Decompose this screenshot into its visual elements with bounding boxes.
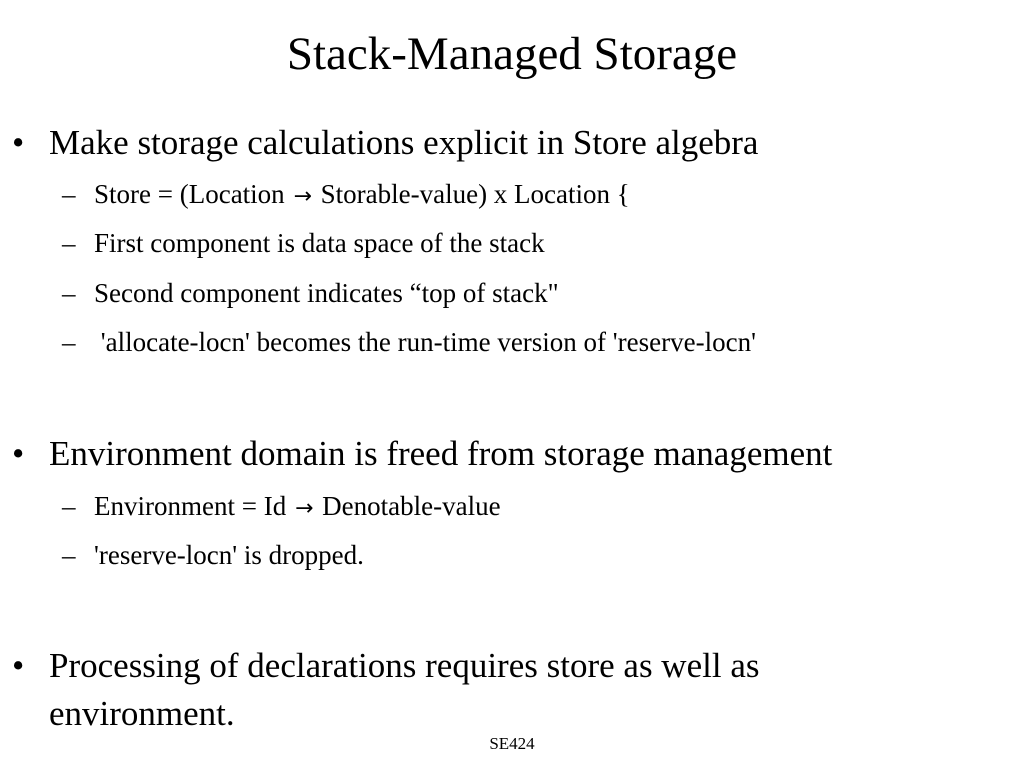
sub-bullet-text: [94, 489, 1024, 526]
bullet-mark: •: [12, 434, 25, 473]
environment-definition-right: Denotable-value: [322, 491, 501, 521]
sub-bullet-text: [94, 177, 1024, 214]
slide-title: Stack-Managed Storage: [286, 28, 738, 80]
sub-bullet-mark: –: [62, 327, 76, 357]
sub-bullet-text: Second component indicates “top of stack": [94, 278, 559, 308]
bullet-text-line-2: environment.: [49, 694, 235, 733]
sub-bullet-text: First component is data space of the stack: [94, 228, 545, 258]
bullet-text: [49, 642, 989, 738]
bullet-text-line-1: Processing of declarations requires store as well as: [49, 646, 760, 685]
bullet-text: Make storage calculations explicit in Store algebra: [49, 123, 759, 162]
sub-bullet-mark: –: [62, 540, 76, 570]
bullet-mark: •: [12, 123, 25, 162]
sub-bullet-mark: –: [62, 278, 76, 308]
store-definition-left: Store = (Location: [94, 179, 285, 209]
sub-bullet-mark: –: [62, 491, 76, 521]
store-definition-right: Storable-value) x Location {: [320, 179, 630, 209]
slide-footer: SE424: [489, 734, 535, 753]
right-arrow-icon: →: [293, 184, 312, 209]
right-arrow-icon: →: [294, 496, 314, 521]
sub-bullet-mark: –: [62, 228, 76, 258]
sub-bullet-mark: –: [62, 179, 76, 209]
environment-definition-left: Environment = Id: [94, 491, 287, 521]
bullet-text: Environment domain is freed from storage management: [49, 434, 833, 473]
sub-bullet-text: 'reserve-locn' is dropped.: [94, 540, 364, 570]
bullet-mark: •: [12, 646, 25, 685]
sub-bullet-text: 'allocate-locn' becomes the run-time version of 'reserve-locn': [94, 327, 756, 357]
